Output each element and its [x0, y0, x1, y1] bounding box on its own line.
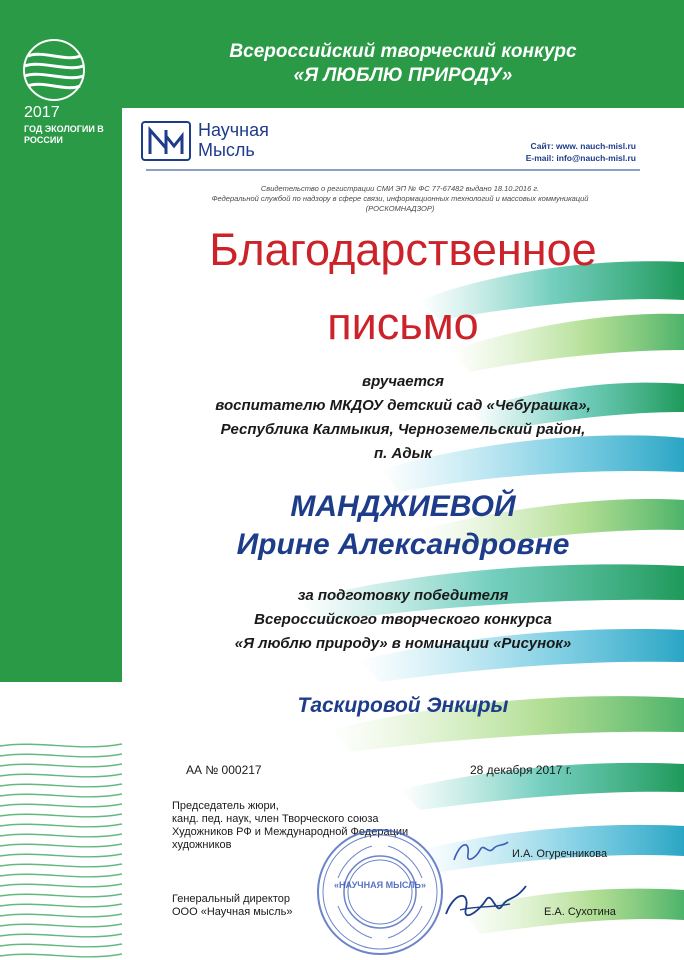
reason-line-1: за подготовку победителя	[297, 587, 509, 604]
registration-line-1: Свидетельство о регистрации СМИ ЭП № ФС 77-67482 выдано 18.10.2016 г.	[260, 184, 540, 193]
contest-title	[122, 40, 684, 88]
document-date: 28 декабря 2017 г.	[470, 763, 573, 777]
organizer-name	[198, 120, 269, 160]
winner-name: Таскировой Энкиры	[297, 694, 509, 717]
director-name: Е.А. Сухотина	[544, 906, 616, 918]
reason-line-3: «Я люблю природу» в номинации «Рисунок»	[234, 635, 572, 652]
jury-line-1: Председатель жюри,	[172, 800, 279, 812]
award-reason	[122, 584, 684, 656]
document-number: АА № 000217	[186, 763, 262, 777]
jury-signature	[450, 832, 510, 872]
organizer-name-line-1: Научная	[198, 120, 269, 140]
eco-year: 2017	[24, 104, 60, 121]
awarded-to-block	[122, 370, 684, 466]
organizer-contacts	[440, 140, 636, 164]
header-divider	[146, 169, 640, 171]
jury-line-3: Художников РФ и Международной Федерации	[172, 826, 409, 838]
director-line-2: ООО «Научная мысль»	[172, 906, 293, 918]
organizer-site[interactable]: Сайт: www. nauch-misl.ru	[530, 141, 636, 151]
eco-year-caption: ГОД ЭКОЛОГИИ В РОССИИ	[24, 124, 104, 145]
jury-line-2: канд. пед. наук, член Творческого союза	[172, 813, 379, 825]
wavy-globe-icon	[22, 38, 86, 102]
organizer-email[interactable]: E-mail: info@nauch-misl.ru	[525, 153, 636, 163]
organizer-name-line-2: Мысль	[198, 140, 255, 160]
official-stamp	[314, 826, 446, 958]
jury-line-4: художников	[172, 839, 232, 851]
contest-title-line-2: «Я ЛЮБЛЮ ПРИРОДУ»	[293, 65, 513, 86]
document-title-line-1: Благодарственное	[209, 224, 597, 275]
director-signature	[440, 880, 530, 930]
contest-title-line-1: Всероссийский творческий конкурс	[229, 41, 577, 62]
awarded-line-2: воспитателю МКДОУ детский сад «Чебурашка»,	[215, 397, 591, 414]
stamp-center-text: «НАУЧНАЯ МЫСЛЬ»	[334, 880, 426, 890]
registration-line-2: Федеральной службой по надзору в сфере связи, информационных технологий и массовых коммуникаций	[211, 194, 589, 203]
jury-chair-name: И.А. Огуречникова	[512, 848, 608, 860]
recipient-surname: МАНДЖИЕВОЙ	[290, 490, 516, 523]
reason-line-2: Всероссийского творческого конкурса	[254, 611, 552, 628]
recipient-name	[122, 488, 684, 564]
recipient-given-name: Ирине Александровне	[236, 528, 570, 561]
director-line-1: Генеральный директор	[172, 893, 290, 905]
document-title-line-2: письмо	[327, 298, 479, 349]
green-lines-pattern	[0, 738, 122, 960]
registration-note	[150, 184, 650, 214]
nm-monogram-icon	[140, 118, 192, 164]
awarded-line-3: Республика Калмыкия, Черноземельский район,	[220, 421, 586, 438]
awarded-line-1: вручается	[362, 373, 444, 390]
awarded-line-4: п. Адык	[373, 445, 432, 462]
registration-line-3: (РОСКОМНАДЗОР)	[365, 204, 435, 213]
